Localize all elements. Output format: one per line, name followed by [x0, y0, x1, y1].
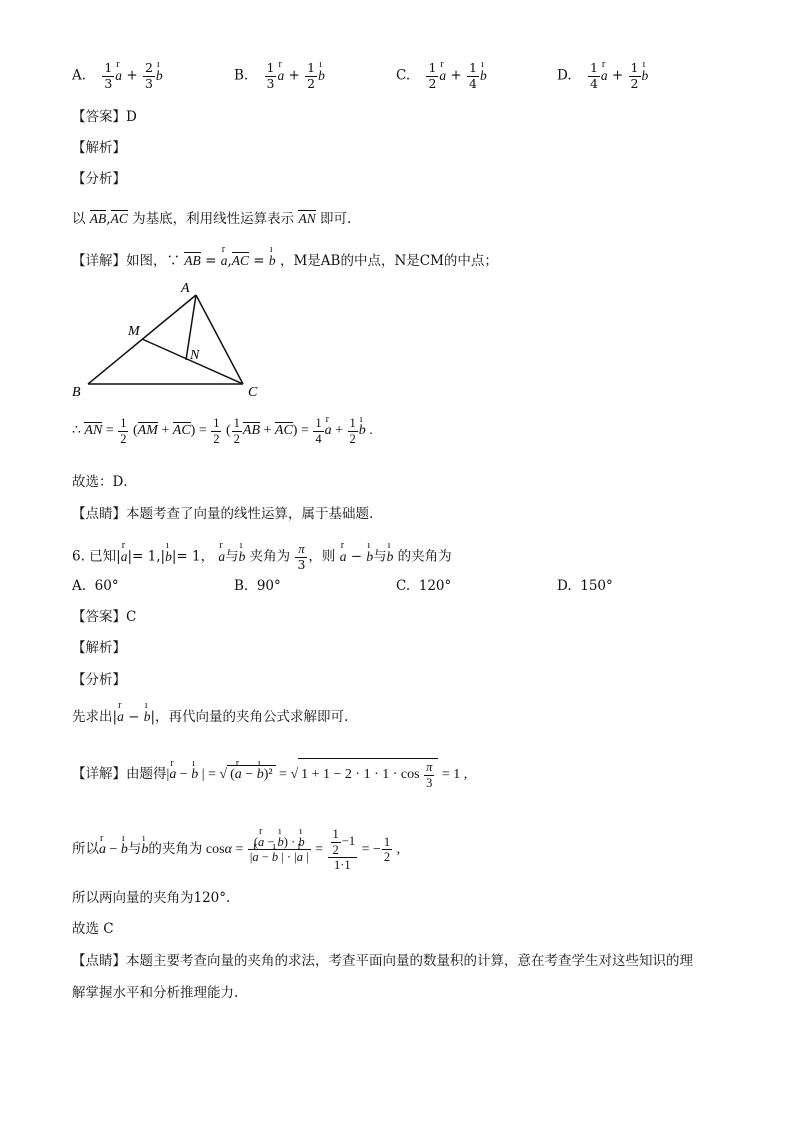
- q6-stem: 6. 已知|r a|= 1,|ı b|= 1， r a与ı b 夹角为 $\frac{\pi}{3}$ ，则 r a − ı b与ı b 的夹角为: [72, 543, 452, 571]
- q5-conclusion-formula: ∴ AN = $\frac{1}{2}$ (AM + AC) = $\frac{1}{2}$ ( $\frac{1}{2}$ AB + AC) = $\frac{1}{4}$ r a + $\frac{1}{2}$ ı b .: [72, 417, 373, 445]
- q6-choose: 故选 C: [72, 921, 114, 937]
- q6-option-d: D. 150°: [557, 578, 613, 594]
- edge-ac: [196, 295, 243, 384]
- q6-option-a: A. 60°: [72, 578, 119, 594]
- q6-option-b: B. 90°: [234, 578, 281, 594]
- q5-option-b: B. $\frac{1}{3}$ r a + $\frac{1}{2}$ ı b: [234, 62, 325, 90]
- q6-fenxi: 【分析】: [72, 672, 126, 688]
- label-n: N: [190, 348, 200, 363]
- q6-detail-formula: 【详解】由题得|r a − ı b | = √ (r a − ı b)² = √ 1 + 1 − 2 · 1 · 1 · cos $\frac{\pi}{3}$ = 1 ,: [72, 758, 467, 789]
- q6-jiexi: 【解析】: [72, 640, 126, 656]
- q6-conclusion: 所以两向量的夹角为120°.: [72, 890, 231, 906]
- q5-option-c: C. $\frac{1}{2}$ r a + $\frac{1}{4}$ ı b: [396, 62, 487, 90]
- q5-option-b-letter: B.: [234, 67, 249, 84]
- q6-fenxi-text: 先求出|r a − ı b|，再代向量的夹角公式求解即可.: [72, 710, 348, 725]
- q5-dianjing: 【点睛】本题考查了向量的线性运算，属于基础题.: [72, 506, 374, 522]
- q5-detail: 【详解】如图，∵ AB = r a,AC = ı b ，M是AB的中点，N是CM的中点；: [72, 252, 498, 269]
- q5-answer: 【答案】D: [72, 109, 137, 125]
- label-b: B: [72, 385, 81, 400]
- q6-angle-formula: 所以r a − ı b与ı b的夹角为 cosα = $\frac{\text{(r a − ı b) · ı b}}{\text{|r a − ı b | · |r a |}}$ = $\frac{1}{2}$ −1 1·1 = − $\frac{1}{2}$ ,: [72, 828, 400, 872]
- q5-option-d: D. $\frac{1}{4}$ r a + $\frac{1}{2}$ ı b: [557, 62, 648, 90]
- q5-fenxi-text: 以 AB,AC 为基底，利用线性运算表示 AN 即可.: [72, 211, 352, 227]
- label-m: M: [128, 324, 140, 339]
- q5-option-a-letter: A.: [72, 67, 87, 84]
- q5-option-a: A. $\frac{1}{3}$ r a + $\frac{2}{3}$ ı b: [72, 62, 163, 90]
- q5-jiexi: 【解析】: [72, 140, 126, 156]
- label-a: A: [181, 281, 190, 296]
- q5-option-c-letter: C.: [396, 67, 411, 84]
- triangle-figure: [66, 278, 276, 403]
- q5-option-d-letter: D.: [557, 67, 572, 84]
- q6-answer: 【答案】C: [72, 609, 137, 625]
- q5-fenxi: 【分析】: [72, 171, 126, 187]
- q5-choose: 故选：D．: [72, 474, 137, 490]
- q6-dianjing-line2: 解掌握水平和分析推理能力.: [72, 985, 239, 1001]
- q6-option-c: C. 120°: [396, 578, 452, 594]
- label-c: C: [248, 385, 258, 400]
- q6-dianjing-line1: 【点睛】本题主要考查向量的夹角的求法，考查平面向量的数量积的计算，意在考查学生对这些知识的理: [72, 953, 693, 969]
